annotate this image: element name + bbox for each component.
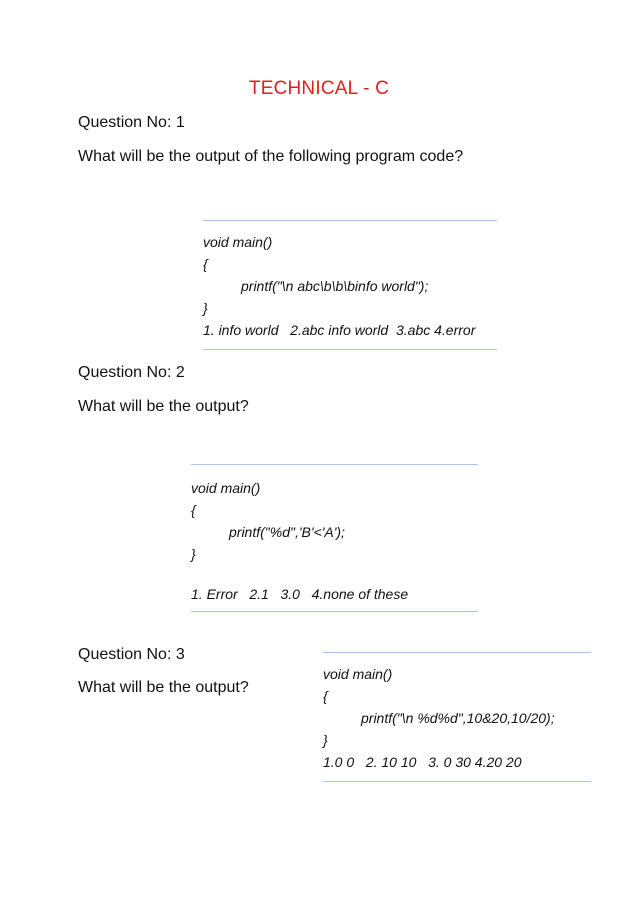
code-bottom-rule [323, 781, 591, 782]
code-line: } [203, 300, 208, 316]
code-line: void main() [191, 480, 261, 496]
question-1-label: Question No: 1 [78, 114, 185, 131]
code-line: { [203, 256, 208, 272]
code-line: { [323, 688, 328, 704]
code-line: } [191, 546, 196, 562]
question-1-text: What will be the output of the following program code? [78, 148, 464, 165]
code-bottom-rule [203, 349, 497, 350]
page-title: TECHNICAL - C [248, 78, 390, 99]
code-line: printf("%d",'B'<'A'); [229, 524, 345, 540]
question-2-code-block [191, 464, 478, 612]
code-line: { [191, 502, 196, 518]
answer-options: 1. info world 2.abc info world 3.abc 4.error [203, 322, 476, 338]
question-3-code-block [323, 652, 591, 782]
question-2-label: Question No: 2 [78, 364, 185, 381]
code-line: } [323, 732, 328, 748]
answer-options: 1. Error 2.1 3.0 4.none of these [191, 586, 409, 602]
question-2-text: What will be the output? [78, 398, 249, 415]
question-1-code-block [203, 220, 497, 350]
code-line: void main() [203, 234, 273, 250]
code-line: void main() [323, 666, 393, 682]
code-line: printf("\n %d%d",10&20,10/20); [361, 710, 555, 726]
question-3-label: Question No: 3 [78, 646, 185, 663]
question-3-text: What will be the output? [78, 679, 249, 696]
answer-options: 1.0 0 2. 10 10 3. 0 30 4.20 20 [323, 754, 522, 770]
code-bottom-rule [191, 611, 478, 612]
code-line: printf("\n abc\b\b\binfo world"); [241, 278, 429, 294]
